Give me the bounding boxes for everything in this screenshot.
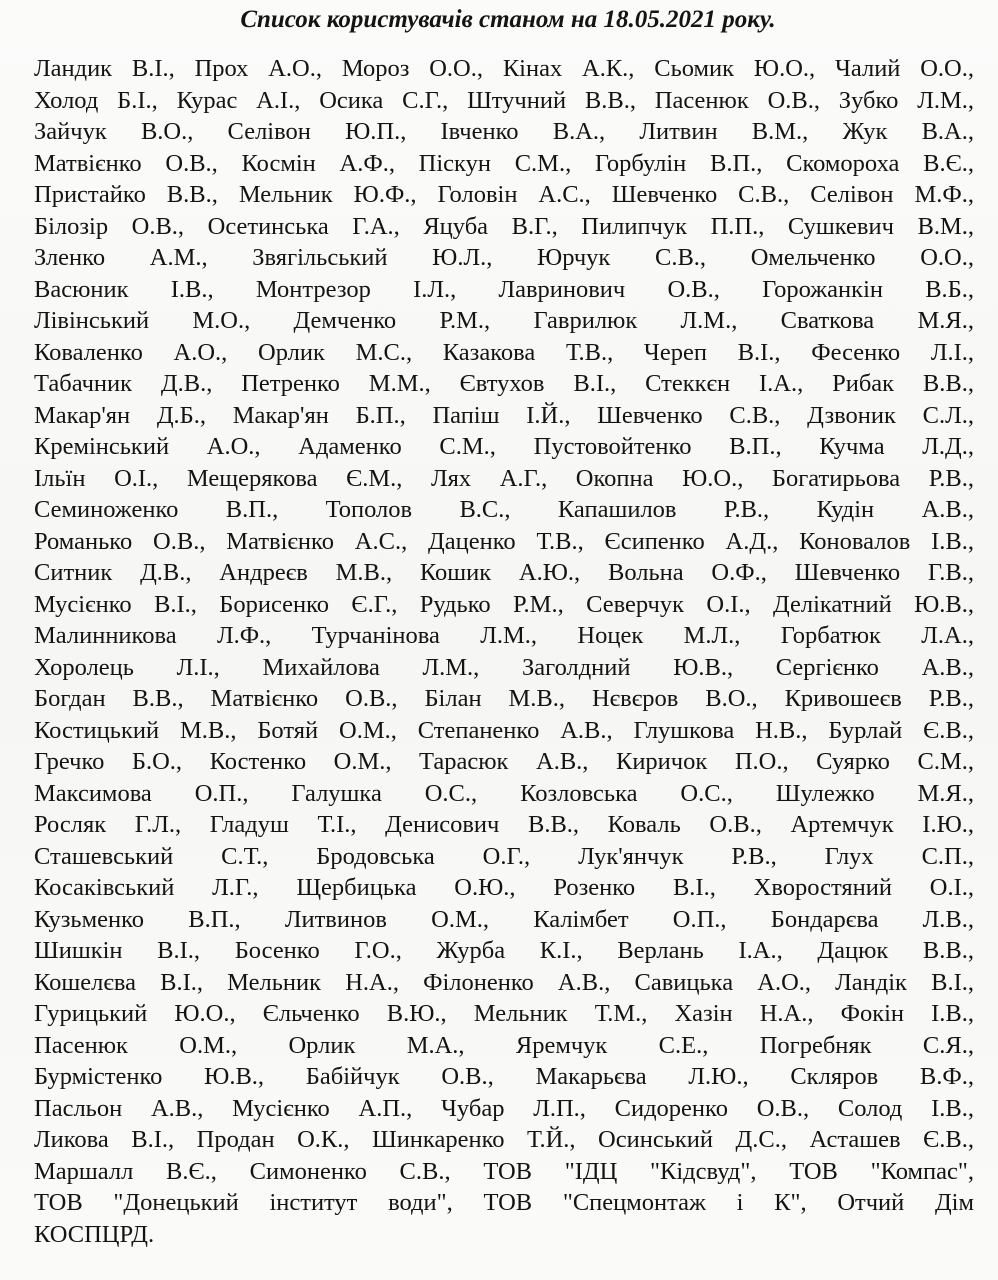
- user-list-line: Коваленко А.О., Орлик М.С., Казакова Т.В., Череп В.І., Фесенко Л.І.,: [34, 338, 974, 366]
- user-list-line: Гречко Б.О., Костенко О.М., Тарасюк А.В., Киричок П.О., Суярко С.М.,: [34, 748, 974, 775]
- user-list-line: ТОВ "Донецький інститут води", ТОВ "Спецмонтаж і К", Отчий Дім: [34, 1189, 974, 1216]
- user-list-line: Васюник І.В., Монтрезор І.Л., Лавринович О.В., Горожанкін В.Б.,: [34, 275, 974, 303]
- user-list-line: Пасенюк О.М., Орлик М.А., Яремчук С.Е., Погребняк С.Я.,: [34, 1031, 974, 1059]
- user-list-line: Ситник Д.В., Андреєв М.В., Кошик А.Ю., Вольна О.Ф., Шевченко Г.В.,: [34, 559, 974, 586]
- user-list-line: Ільїн О.І., Мещерякова Є.М., Лях А.Г., Окопна Ю.О., Богатирьова Р.В.,: [34, 464, 974, 492]
- user-list-line: Костицький М.В., Ботяй О.М., Степаненко А.В., Глушкова Н.В., Бурлай Є.В.,: [34, 716, 974, 744]
- user-list-line: Білозір О.В., Осетинська Г.А., Яцуба В.Г., Пилипчук П.П., Сушкевич В.М.,: [34, 212, 974, 240]
- user-list-line: Кошелєва В.І., Мельник Н.А., Філоненко А.В., Савицька А.О., Ландік В.І.,: [34, 968, 974, 996]
- user-list-line: Богдан В.В., Матвієнко О.В., Білан М.В., Нєвєров В.О., Кривошеєв Р.В.,: [34, 685, 974, 712]
- user-list-line: Ликова В.І., Продан О.К., Шинкаренко Т.Й., Осинський Д.С., Асташев Є.В.,: [34, 1126, 974, 1153]
- user-list-line: Романько О.В., Матвієнко А.С., Даценко Т.В., Єсипенко А.Д., Коновалов І.В.,: [34, 527, 974, 555]
- user-list-line: Матвієнко О.В., Космін А.Ф., Піскун С.М., Горбулін В.П., Скомороха В.Є.,: [34, 149, 974, 177]
- user-list-line: Пристайко В.В., Мельник Ю.Ф., Головін А.С., Шевченко С.В., Селівон М.Ф.,: [34, 181, 974, 208]
- user-list: [34, 53, 974, 1250]
- user-list-line: Кремінський А.О., Адаменко С.М., Пустовойтенко В.П., Кучма Л.Д.,: [34, 433, 974, 460]
- user-list-line: Лівінський М.О., Демченко Р.М., Гаврилюк Л.М., Сваткова М.Я.,: [34, 307, 974, 334]
- user-list-line: Максимова О.П., Галушка О.С., Козловська О.С., Шулежко М.Я.,: [34, 779, 974, 807]
- user-list-line: Росляк Г.Л., Гладуш Т.І., Денисович В.В., Коваль О.В., Артемчук І.Ю.,: [34, 811, 974, 838]
- user-list-line: Холод Б.І., Курас А.І., Осика С.Г., Штучний В.В., Пасенюк О.В., Зубко Л.М.,: [34, 86, 974, 114]
- user-list-line: Гурицький Ю.О., Єльченко В.Ю., Мельник Т.М., Хазін Н.А., Фокін І.В.,: [34, 1000, 974, 1027]
- user-list-line: Макар'ян Д.Б., Макар'ян Б.П., Папіш І.Й., Шевченко С.В., Дзвоник С.Л.,: [34, 401, 974, 429]
- user-list-line: Табачник Д.В., Петренко М.М., Євтухов В.І., Стеккєн І.А., Рибак В.В.,: [34, 370, 974, 397]
- document-title: Список користувачів станом на 18.05.2021 року.: [240, 6, 776, 33]
- user-list-line: Малинникова Л.Ф., Турчанінова Л.М., Ноцек М.Л., Горбатюк Л.А.,: [34, 622, 974, 649]
- user-list-line: Шишкін В.І., Босенко Г.О., Журба К.І., Верлань І.А., Дацюк В.В.,: [34, 937, 974, 964]
- user-list-line: Сташевський С.Т., Бродовська О.Г., Лук'янчук Р.В., Глух С.П.,: [34, 842, 974, 870]
- user-list-line: Маршалл В.Є., Симоненко С.В., ТОВ "ІДЦ "Кідсвуд", ТОВ "Компас",: [34, 1157, 974, 1185]
- user-list-line: Мусієнко В.І., Борисенко Є.Г., Рудько Р.М., Северчук О.І., Делікатний Ю.В.,: [34, 590, 974, 618]
- user-list-line: Хоролець Л.І., Михайлова Л.М., Заголдний Ю.В., Сергієнко А.В.,: [34, 653, 974, 681]
- user-list-line: Кузьменко В.П., Литвинов О.М., Калімбет О.П., Бондарєва Л.В.,: [34, 905, 974, 933]
- user-list-line: Ландик В.І., Прох А.О., Мороз О.О., Кінах А.К., Сьомик Ю.О., Чалий О.О.,: [34, 55, 974, 82]
- user-list-line: Зленко А.М., Звягільський Ю.Л., Юрчук С.В., Омельченко О.О.,: [34, 244, 974, 271]
- user-list-line: КОСПЦРД.: [34, 1220, 155, 1248]
- user-list-line: Зайчук В.О., Селівон Ю.П., Івченко В.А., Литвин В.М., Жук В.А.,: [34, 118, 974, 145]
- user-list-line: Пасльон А.В., Мусієнко А.П., Чубар Л.П., Сидоренко О.В., Солод І.В.,: [34, 1094, 974, 1122]
- user-list-line: Косаківський Л.Г., Щербицька О.Ю., Розенко В.І., Хворостяний О.І.,: [34, 874, 974, 901]
- user-list-line: Бурмістенко Ю.В., Бабійчук О.В., Макарьєва Л.Ю., Скляров В.Ф.,: [34, 1063, 974, 1090]
- user-list-line: Семиноженко В.П., Тополов В.С., Капашилов Р.В., Кудін А.В.,: [34, 496, 974, 523]
